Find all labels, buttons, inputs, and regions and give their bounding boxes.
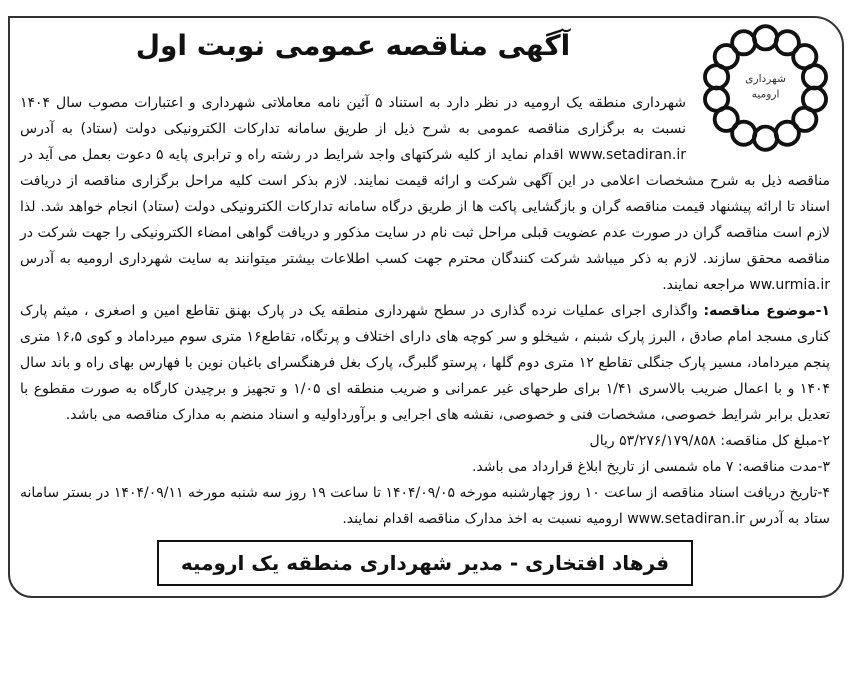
body-line: در صورت عدم عضویت قبلی مراحل ثبت نام در سایت مذکور و دریافت گواهی امضاء الکترونیکی را جهت شرکت در (20, 225, 689, 241)
intro-line: مصوب سال ۱۴۰۴ نسبت به برگزاری مناقصه عمومی به شرح ذیل از طریق سامانه تدارکات (20, 95, 686, 137)
item1-label: ۱-موضوع مناقصه: (703, 303, 830, 319)
signature-box: فرهاد افتخاری - مدیر شهرداری منطقه یک ارومیه (157, 540, 693, 586)
item4-paragraph (20, 480, 830, 532)
item1-text: واگذاری اجرای عملیات نرده گذاری در سطح شهرداری منطقه یک در پارک بهنق تقاطع امین و (141, 303, 698, 319)
item4-line: ۴-تاریخ دریافت اسناد مناقصه از ساعت ۱۰ روز چهارشنبه مورخه ۱۴۰۴/۰۹/۰۵ تا ساعت ۱۹ روز سه شنبه مورخه (187, 485, 831, 501)
logo-loop (754, 127, 777, 150)
logo-loop (732, 31, 755, 54)
body-line: شرایط در رشته راه و ترابری پایه ۵ دعوت بعمل می آید در مناقصه ذیل به شرح مشخصات اعلامی در این آگهی شرکت (20, 147, 830, 189)
item1-paragraph (20, 298, 830, 428)
body-line: مناقصه محقق سازند. لازم به ذکر میباشد شرکت کنندگان محترم جهت کسب اطلاعات بیشتر میتوانند به سایت شهرداری (118, 251, 831, 267)
intro-line: شهرداری منطقه یک ارومیه در نظر دارد به استناد ۵ آئین نامه معاملاتی شهرداری و اعتبارات (134, 95, 687, 111)
svg-text:ارومیه: ارومیه (751, 87, 780, 101)
notice-border (8, 16, 844, 598)
item1-line: گلبرگ، پارک بغل فرهنگسرای باغبان نوین با فهارس بهای راه و باند سال ۱۴۰۴ و با اعمال ضریب بالاسری ۱/۴۱ (20, 355, 830, 397)
body-line: ارومیه به آدرس ww.urmia.ir مراجعه نمایند. (20, 251, 830, 293)
logo-loop (803, 65, 826, 88)
item1-line: برای طرحهای غیر عمرانی و ضریب منطقه ای ۱/۰۵ و تجهیز و برچیدن کارگاه به صورت مقطوع با تعدیل برابر شرایط (20, 381, 830, 423)
item1-line: تقاطع۱۶ متری سوم میرداماد و کوی ۱۶،۵ متری پنجم میرداماد، مسیر پارک جنگلی تقاطع ۱۲ متری دوم گلها ، پرستو (20, 329, 830, 371)
logo-loop (705, 88, 728, 111)
intro-line: الکترونیکی دولت (ستاد) به آدرس www.setadiran.ir اقدام نماید از کلیه شرکتهای واجد (20, 121, 686, 163)
item1-line: خصوصی، مشخصات فنی و خصوصی، نقشه های اجرایی و برآورداولیه و اسناد منضم به مدارک مناقصه می باشد. (65, 407, 717, 423)
svg-text:شهرداری: شهرداری (745, 72, 786, 86)
item3-duration: ۳-مدت مناقصه: ۷ ماه شمسی از تاریخ ابلاغ قرارداد می باشد. (471, 459, 830, 475)
body-line: و ارائه قیمت نمایند. لازم بذکر است کلیه مراحل برگزاری مناقصه از دریافت اسناد تا ارائه پیشنهاد قیمت مناقصه گران و (20, 173, 831, 215)
notice-title: آگهی مناقصه عمومی نوبت اول (135, 29, 571, 62)
item4-line: ۱۴۰۴/۰۹/۱۱ در بستر سامانه ستاد به آدرس www.setadiran.ir ارومیه نسبت به اخذ مدارک مناقصه اقدام نمایند. (20, 485, 830, 527)
item2-price: ۲-مبلغ کل مناقصه: ۵۳/۲۷۶/۱۷۹/۸۵۸ ریال (589, 433, 830, 449)
item2-paragraph (20, 428, 830, 454)
item1-line: اصغری ، میثم پارک کناری مسجد امام صادق ، البرز پارک شبنم ، شیخلو و سر کوچه های دارای اختلاف و پرتگاه، (20, 303, 831, 345)
logo-loop (776, 122, 799, 145)
item3-paragraph (20, 454, 830, 480)
logo-loop (754, 26, 777, 49)
body-line: بازگشایی پاکت ها از طریق درگاه سامانه تدارکات الکترونیکی دولت (ستاد) انجام خواهد شد. لذا لازم است مناقصه گران (20, 199, 831, 241)
municipality-logo-icon (696, 20, 836, 156)
